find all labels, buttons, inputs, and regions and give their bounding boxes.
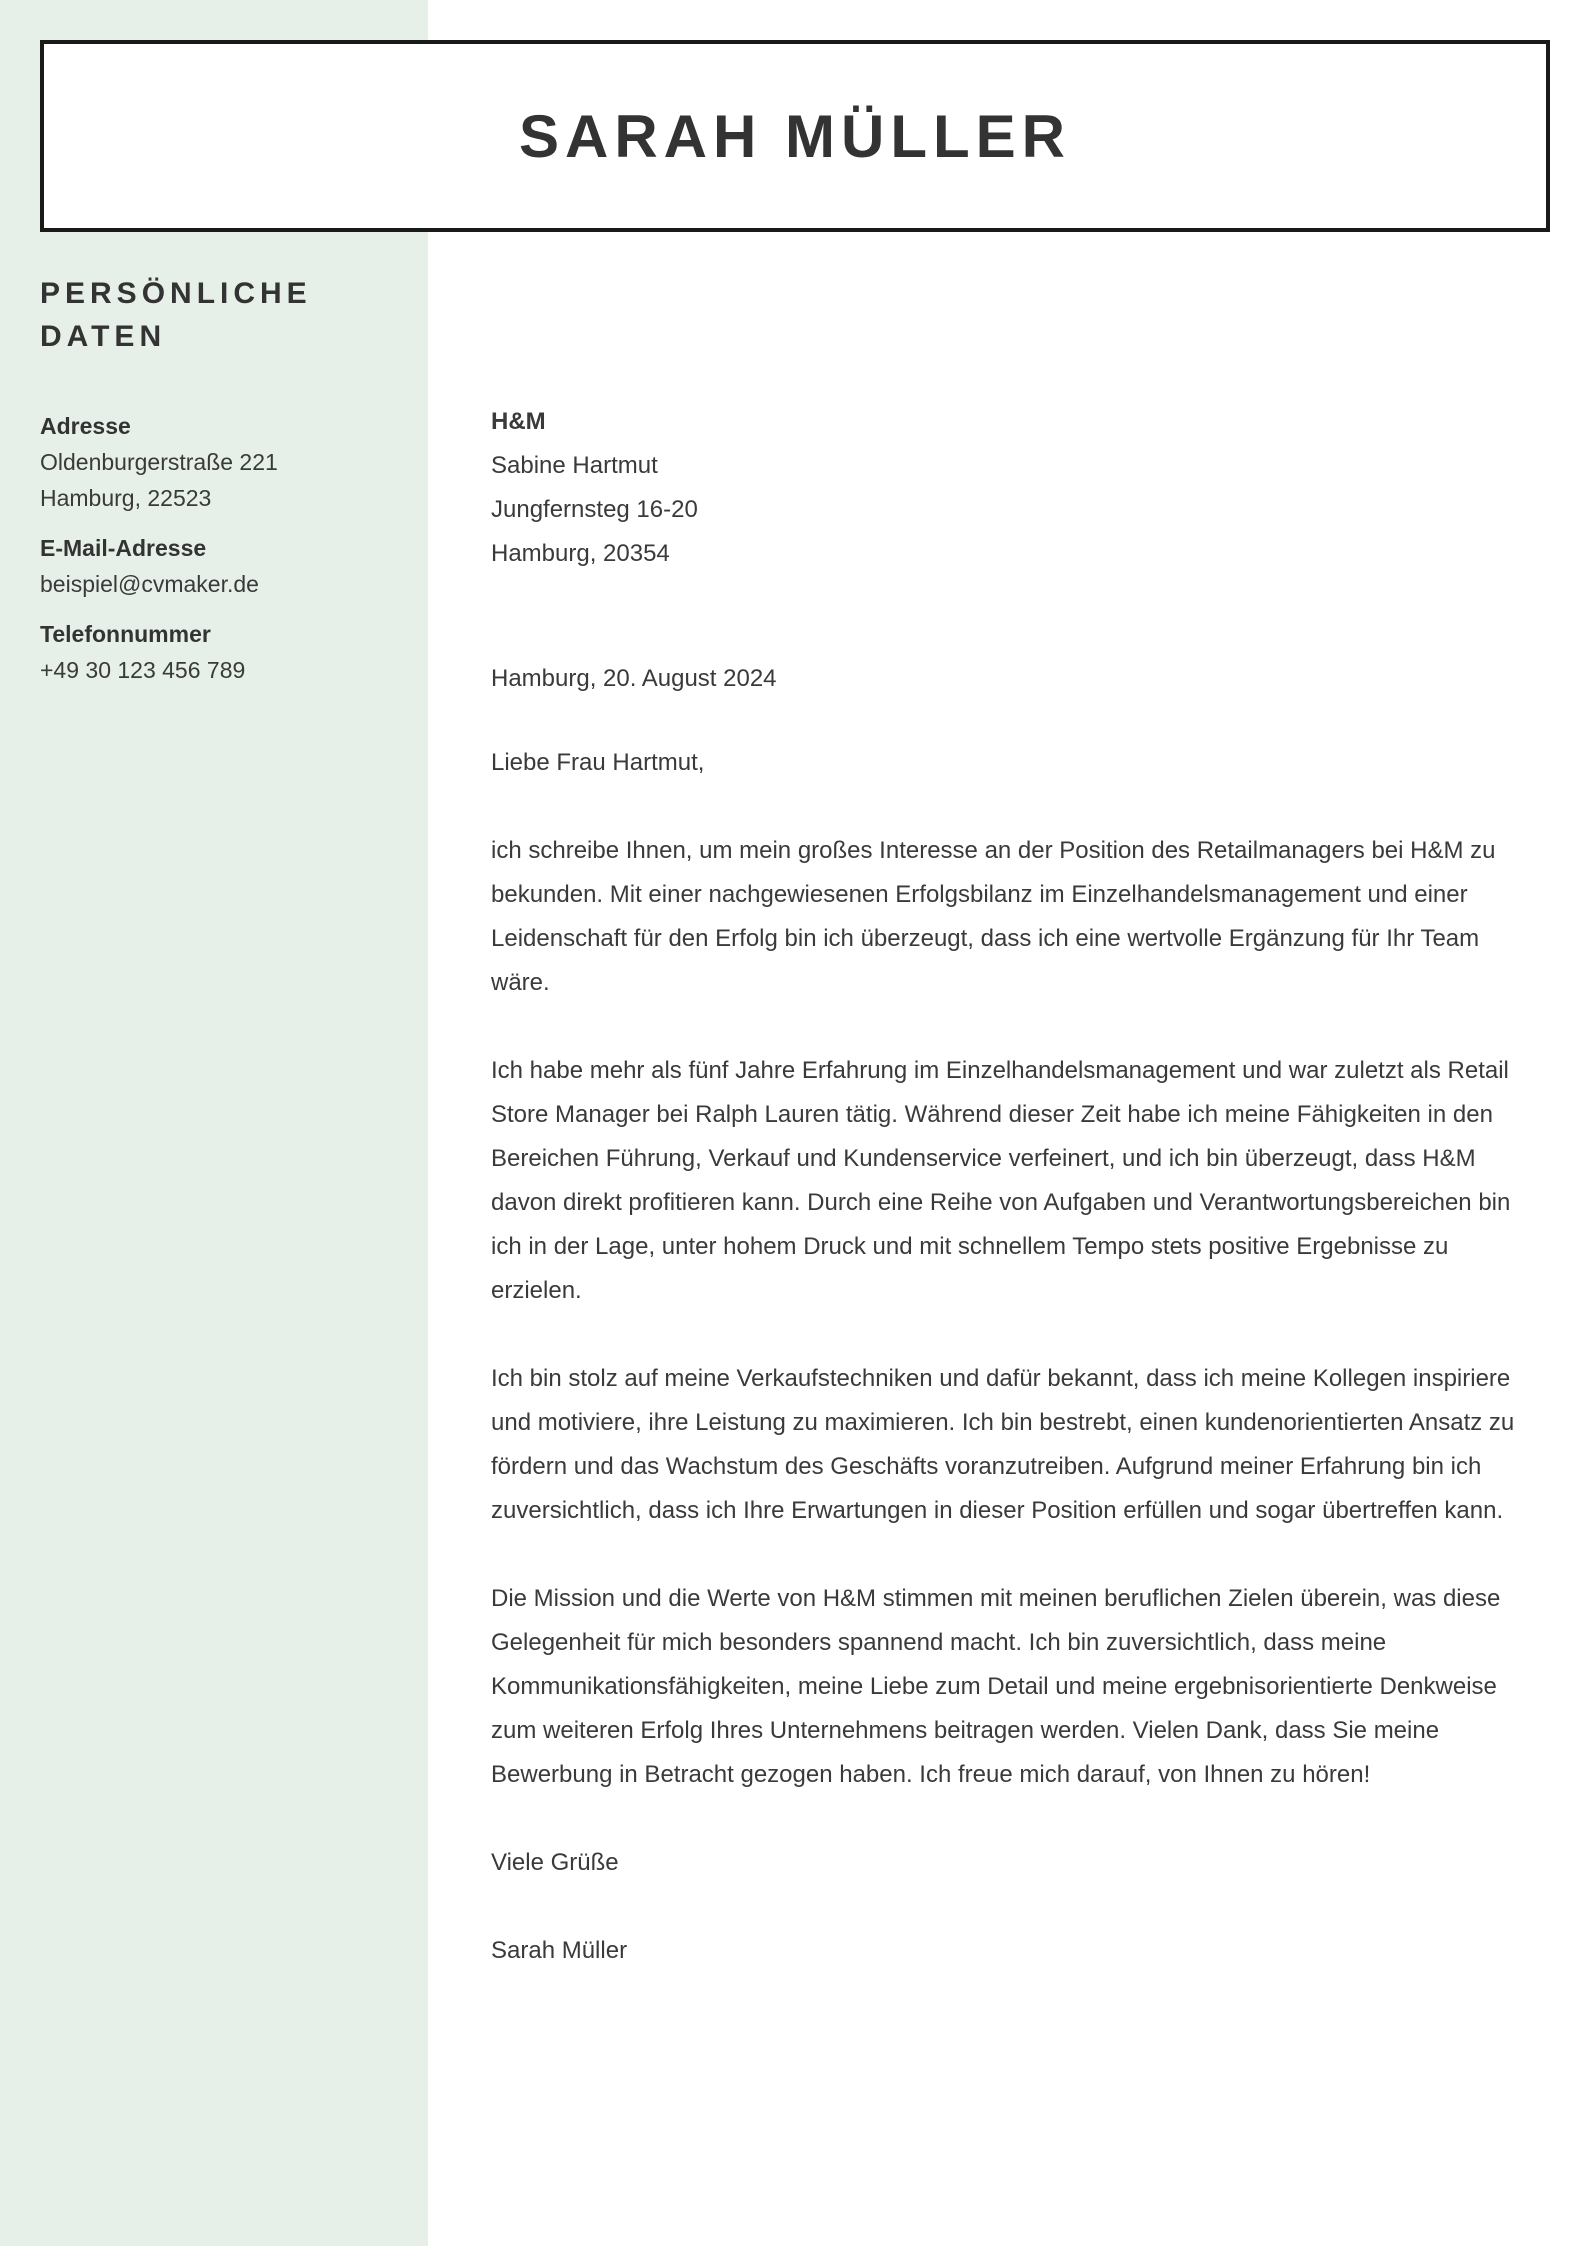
recipient-contact: Sabine Hartmut	[491, 452, 658, 479]
letter-date: Hamburg, 20. August 2024	[491, 665, 777, 692]
letter-signature: Sarah Müller	[491, 1937, 628, 1964]
address-line1: Oldenburgerstraße 221	[40, 449, 278, 475]
personal-data-title-line1: PERSÖNLICHE	[40, 277, 312, 310]
personal-data-section	[40, 272, 400, 702]
letter-paragraph: Ich bin stolz auf meine Verkaufstechniken und dafür bekannt, dass ich meine Kollegen inspiriere und motiviere, ihre Leistung zu maximieren. Ich bin bestrebt, einen kundenorientierten Ansatz zu fördern und das Wachstum des Geschäfts voranzutreiben. Aufgrund meiner Erfahrung bin ich zuversichtlich, dass ich Ihre Erwartungen in dieser Position erfüllen und sogar übertreffen kann.	[491, 1365, 1515, 1524]
email-value: beispiel@cvmaker.de	[40, 571, 259, 597]
email-group	[40, 530, 400, 602]
letter-paragraph: Die Mission und die Werte von H&M stimmen mit meinen beruflichen Zielen überein, was diese Gelegenheit für mich besonders spannend macht. Ich bin zuversichtlich, dass meine Kommunikationsfähigkeiten, meine Liebe zum Detail und meine ergebnisorientierte Denkweise zum weiteren Erfolg Ihres Unternehmens beitragen werden. Vielen Dank, dass Sie meine Bewerbung in Betracht gezogen haben. Ich freue mich darauf, von Ihnen zu hören!	[491, 1585, 1501, 1788]
letter-closing: Viele Grüße	[491, 1849, 619, 1876]
name-header-box	[40, 40, 1550, 232]
letter-paragraph: Ich habe mehr als fünf Jahre Erfahrung im Einzelhandelsmanagement und war zuletzt als Retail Store Manager bei Ralph Lauren tätig. Während dieser Zeit habe ich meine Fähigkeiten in den Bereichen Führung, Verkauf und Kundenservice verfeinert, und ich bin überzeugt, dass H&M davon direkt profitieren kann. Durch eine Reihe von Aufgaben und Verantwortungsbereichen bin ich in der Lage, unter hohem Druck und mit schnellem Tempo stets positive Ergebnisse zu erzielen.	[491, 1057, 1511, 1304]
applicant-name: SARAH MÜLLER	[519, 102, 1071, 170]
letter-body	[491, 400, 1521, 1973]
recipient-company: H&M	[491, 408, 546, 435]
recipient-city: Hamburg, 20354	[491, 540, 670, 567]
address-label: Adresse	[40, 413, 131, 439]
phone-group	[40, 616, 400, 688]
phone-value: +49 30 123 456 789	[40, 657, 246, 683]
letter-greeting: Liebe Frau Hartmut,	[491, 749, 705, 776]
personal-data-title-line2: DATEN	[40, 320, 167, 353]
email-label: E-Mail-Adresse	[40, 535, 207, 561]
address-group	[40, 408, 400, 516]
recipient-street: Jungfernsteg 16-20	[491, 496, 698, 523]
letter-paragraph: ich schreibe Ihnen, um mein großes Interesse an der Position des Retailmanagers bei H&M zu bekunden. Mit einer nachgewiesenen Erfolgsbilanz im Einzelhandelsmanagement und einer Leidenschaft für den Erfolg bin ich überzeugt, dass ich eine wertvolle Ergänzung für Ihr Team wäre.	[491, 837, 1496, 996]
phone-label: Telefonnummer	[40, 621, 211, 647]
address-line2: Hamburg, 22523	[40, 485, 212, 511]
personal-data-title	[40, 272, 400, 358]
